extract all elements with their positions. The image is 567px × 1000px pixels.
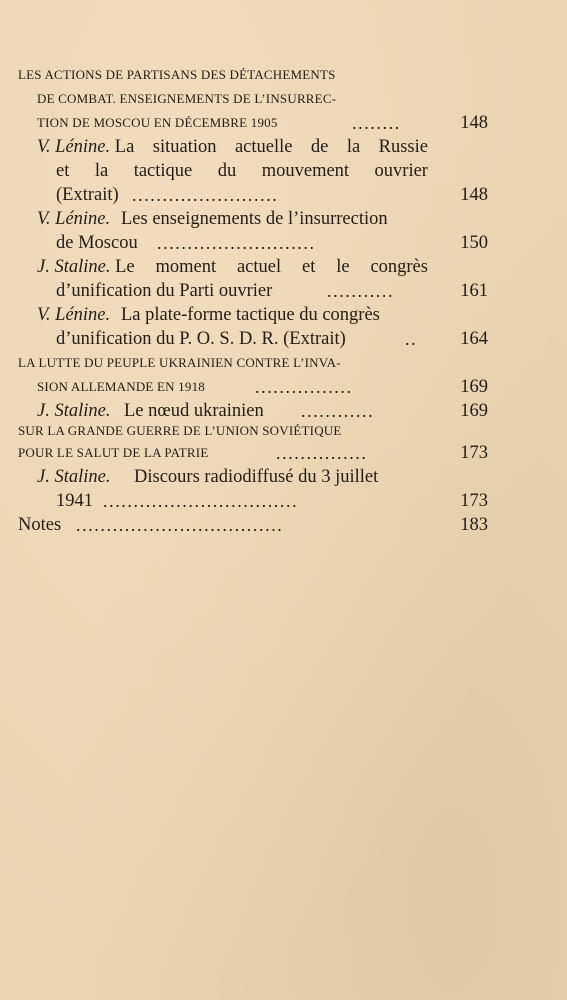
toc-word: mouvement: [261, 161, 350, 181]
toc-entry: [0, 441, 567, 465]
toc-line-text: Les enseignements de l’insurrection: [121, 209, 388, 229]
toc-leader-dots: ........: [352, 113, 401, 133]
toc-line-text: POUR LE SALUT DE LA PATRIE: [18, 445, 209, 460]
toc-entry: [0, 513, 567, 537]
toc-line-text: Notes: [18, 515, 62, 535]
toc-word: de: [310, 137, 329, 157]
toc-leader-dots: ................: [255, 377, 353, 397]
toc-word: Russie: [378, 137, 428, 157]
toc-word: la: [94, 161, 109, 181]
toc-entry: [0, 231, 567, 255]
toc-page-number: 173: [460, 491, 488, 511]
toc-page-number: 169: [460, 377, 488, 397]
toc-word: congrès: [370, 257, 428, 277]
toc-author: V. Lénine. La: [37, 137, 135, 157]
toc-word: tactique: [133, 161, 193, 181]
toc-entry: [0, 279, 567, 303]
toc-leader-dots: ................................: [103, 491, 299, 511]
toc-leader-dots: ..................................: [76, 515, 284, 535]
toc-page-number: 148: [460, 113, 488, 133]
toc-leader-dots: ..: [405, 329, 418, 349]
toc-line-text: LES ACTIONS DE PARTISANS DES DÉTACHEMENTS: [18, 67, 336, 82]
toc-leader-dots: ...........: [327, 281, 395, 301]
toc-page-number: 173: [460, 443, 488, 463]
toc-word: le: [336, 257, 350, 277]
toc-word: situation: [152, 137, 217, 157]
toc-leader-dots: ............: [301, 401, 375, 421]
toc-word: du: [217, 161, 237, 181]
toc-entry: [0, 255, 567, 279]
toc-line-text: SION ALLEMANDE EN 1918: [37, 379, 205, 394]
toc-line-text: d’unification du P. O. S. D. R. (Extrait): [56, 329, 346, 349]
toc-page-number: 183: [460, 515, 488, 535]
toc-entry: [0, 303, 567, 327]
toc-entry: [0, 465, 567, 489]
toc-line-text: [37, 135, 428, 159]
toc-line-text: (Extrait): [56, 185, 119, 205]
toc-line-text: [56, 159, 428, 183]
toc-page-number: 164: [460, 329, 488, 349]
toc-entry: [0, 489, 567, 513]
toc-line-text: d’unification du Parti ouvrier: [56, 281, 273, 301]
toc-line-text: [37, 255, 428, 279]
toc-line-text: Discours radiodiffusé du 3 juillet: [134, 467, 379, 487]
toc-page-number: 150: [460, 233, 488, 253]
toc-author: J. Staline.: [37, 467, 111, 487]
toc-section-heading: [0, 63, 567, 87]
toc-entry: [0, 183, 567, 207]
toc-word: et: [56, 161, 70, 181]
toc-line-text: Le nœud ukrainien: [124, 401, 264, 421]
toc-line-text: de Moscou: [56, 233, 138, 253]
toc-line-text: SUR LA GRANDE GUERRE DE L’UNION SOVIÉTIQUE: [18, 423, 342, 438]
toc-entry: [0, 207, 567, 231]
toc-page-number: 161: [460, 281, 488, 301]
toc-section-heading: [0, 419, 567, 443]
toc-line-text: TION DE MOSCOU EN DÉCEMBRE 1905: [37, 115, 278, 130]
toc-leader-dots: ........................: [132, 185, 279, 205]
toc-line-text: DE COMBAT. ENSEIGNEMENTS DE L’INSURREC-: [37, 91, 337, 106]
toc-page-number: 148: [460, 185, 488, 205]
toc-author: V. Lénine.: [37, 305, 111, 325]
toc-word: et: [302, 257, 316, 277]
toc-line-text: 1941: [56, 491, 93, 511]
toc-word: ouvrier: [374, 161, 428, 181]
toc-author: V. Lénine.: [37, 209, 111, 229]
toc-section-heading: [0, 87, 567, 111]
toc-entry: [0, 135, 567, 159]
toc-line-text: La plate-forme tactique du congrès: [121, 305, 380, 325]
toc-page-number: 169: [460, 401, 488, 421]
toc-word: moment: [155, 257, 217, 277]
toc-word: actuel: [236, 257, 282, 277]
toc-leader-dots: ...............: [276, 443, 368, 463]
toc-word: actuelle: [234, 137, 293, 157]
toc-entry: [0, 375, 567, 399]
toc-author: J. Staline.: [37, 401, 111, 421]
toc-word: la: [346, 137, 361, 157]
toc-entry: [0, 327, 567, 351]
toc-author: J. Staline. Le: [37, 257, 135, 277]
toc-entry: [0, 159, 567, 183]
toc-entry: [0, 111, 567, 135]
toc-section-heading: [0, 351, 567, 375]
toc-leader-dots: ..........................: [157, 233, 316, 253]
toc-line-text: LA LUTTE DU PEUPLE UKRAINIEN CONTRE L’INVA-: [18, 355, 341, 370]
